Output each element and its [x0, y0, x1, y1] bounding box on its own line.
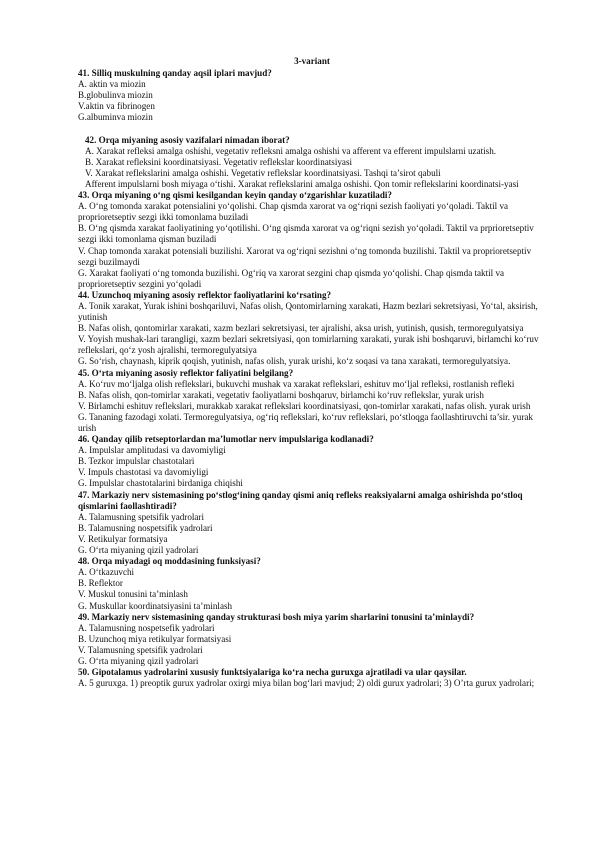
question-text: 50. Gipotalamus yadrolarini xususiy funktsiyalariga ko‘ra necha guruxga ajratiladi va ular qaysilar.	[78, 667, 467, 678]
answer-option: B. Xarakat refleksini koordinatsiyasi. Vegetativ reflekslar koordinatsiyasi	[85, 156, 353, 167]
answer-option: B. Talamusning nospetsifik yadrolari	[78, 522, 213, 533]
answer-option: A. 5 guruxga. 1) preoptik gurux yadrolar oxirgi miya bilan bog‘lari mavjud; 2) oldi gurux yadrolari; 3) O’rta gurux yadrolari;	[78, 678, 535, 689]
question-text: 43. Orqa miyaning o‘ng qismi kesilgandan keyin qanday o‘zgarishlar kuzatiladi?	[78, 190, 392, 201]
answer-option: B.globulinva miozin	[78, 90, 153, 101]
answer-option: V. Birlamchi eshituv reflekslari, murakkab xarakat reflekslari koordinatsiyasi, qon-tomirlar xarakati, nafas olish. yurak urish	[78, 400, 531, 411]
answer-option: B. O‘ng qismda xarakat faoliyatining yo‘qotilishi. O‘ng qismda xarorat va og‘riqni sezish yo‘qoladi. Taktil va prprioretseptiv sezgi ikki tomonlama qisman buziladi	[78, 223, 534, 245]
answer-option: G. Impulslar chastotalarini birdaniga chiqishi	[78, 478, 243, 489]
answer-option: V.aktin va fibrinogen	[78, 101, 155, 112]
answer-option: V. Chap tomonda xarakat potensiali buzilishi. Xarorat va og‘riqni sezishni o‘ng tomonda buzilishi. Taktil va proprioretseptiv sezgi buzilmaydi	[78, 245, 532, 267]
question-45	[78, 368, 546, 435]
answer-option: G. So‘rish, chaynash, kiprik qoqish, yutinish, nafas olish, yurak urishi, ko‘z soqasi va tana xarakati, termoregulyatsiya.	[78, 356, 511, 367]
question-text: 45. O‘rta miyaning asosiy reflektor faliyatini belgilang?	[78, 367, 294, 378]
question-41	[78, 68, 546, 123]
question-49	[78, 612, 546, 667]
answer-option: A. Xarakat refleksi amalga oshishi, vegetativ refleksni amalga oshishi va afferent va efferent impulslarni uzatish.	[85, 145, 497, 156]
answer-option: G. Muskullar koordinatsiyasini ta’minlash	[78, 600, 233, 611]
answer-option: V. Impuls chastotasi va davomiyligi	[78, 467, 209, 478]
question-42	[78, 135, 546, 190]
answer-option: A. O‘ng tomonda xarakat potensialini yo‘qolishi. Chap qismda xarorat va og‘riqni sezish faoliyati yo‘qoladi. Taktil va proprioretseptiv sezgi ikki tomonlama buziladi	[78, 201, 509, 223]
question-text: 47. Markaziy nerv sistemasining po‘stlog‘ining qanday qismi aniq refleks reaksiyalarni amalga oshirishda po‘stloq qismlarini faollashtiradi?	[78, 489, 523, 511]
answer-option: B. Uzunchoq miya retikulyar formatsiyasi	[78, 633, 232, 644]
answer-option: V. Talamusning spetsifik yadrolari	[78, 644, 203, 655]
variant-title: 3-variant	[294, 56, 330, 66]
answer-option: A. O‘tkazuvchi	[78, 567, 135, 578]
answer-option: B. Reflektor	[78, 578, 123, 589]
question-text: 44. Uzunchoq miyaning asosiy reflektor faoliyatlarini ko‘rsating?	[78, 289, 332, 300]
answer-option: A. Talamusning nospetsefik yadrolari	[78, 622, 215, 633]
question-44	[78, 290, 546, 368]
answer-option: G. O‘rta miyaning qizil yadrolari	[78, 655, 199, 666]
answer-option: G.albuminva miozin	[78, 112, 153, 123]
answer-option: B. Nafas olish, qontomirlar xarakati, xazm bezlari sekretsiyasi, ter ajralishi, aksa urish, yutinish, qusish, termoregulyatsiya	[78, 323, 524, 334]
answer-option: A. aktin va miozin	[78, 79, 146, 90]
answer-option: V. Retikulyar formatsiya	[78, 533, 168, 544]
answer-option: G. O‘rta miyaning qizil yadrolari	[78, 545, 199, 556]
question-text: 42. Orqa miyaning asosiy vazifalari nimadan iborat?	[85, 134, 290, 145]
question-43	[78, 190, 546, 290]
question-text: 41. Silliq muskulning qanday aqsil iplari mavjud?	[78, 68, 272, 79]
answer-option: A. Tonik xarakat, Yurak ishini boshqariluvi, Nafas olish, Qontomirlarning xarakati, Hazm bezlari sekretsiyasi, Yo‘tal, aksirish, yutinish	[78, 300, 538, 323]
answer-option: A. Impulslar amplitudasi va davomiyligi	[78, 445, 226, 456]
question-50	[78, 667, 546, 689]
answer-option: V. Xarakat reflekslarini amalga oshishi. Vegetativ reflekslar koordinatsiyasi. Tashqi ta’sirot qabuli	[85, 167, 441, 178]
answer-option: V. Muskul tonusini ta’minlash	[78, 589, 188, 600]
question-text: 49. Markaziy nerv sistemasining qanday strukturasi bosh miya yarim sharlarini tonusini ta’minlaydi?	[78, 611, 475, 622]
answer-option: A. Talamusning spetsifik yadrolari	[78, 511, 204, 522]
answer-option: B. Tezkor impulslar chastotalari	[78, 456, 195, 467]
question-48	[78, 556, 546, 611]
answer-option: Afferent impulslarni bosh miyaga o‘tishi. Xarakat reflekslarini amalga oshishi. Qon tomir reflekslarini koordinatsi-yasi	[85, 178, 519, 189]
answer-option: G. Xarakat faoliyati o‘ng tomonda buzilishi. Og‘riq va xarorat sezgini chap qismda yo‘qolishi. Chap qismda taktil va proprioretseptiv sezgini yo‘qoladi	[78, 267, 505, 289]
question-47	[78, 490, 546, 557]
answer-option: A. Ko‘ruv mo‘ljalga olish reflekslari, bukuvchi mushak va xarakat reflekslari, eshituv mo‘ljal refleksi, rostlanish refleki	[78, 378, 515, 389]
question-text: 48. Orqa miyadagi oq moddasining funksiyasi?	[78, 556, 261, 567]
answer-option: B. Nafas olish, qon-tomirlar xarakati, vegetativ faoliyatlarni boshqaruv, birlamchi ko‘ruv reflekslar, yurak urish	[78, 389, 484, 400]
question-text: 46. Qanday qilib retseptorlardan ma’lumotlar nerv impulslariga kodlanadi?	[78, 434, 374, 445]
answer-option: V. Yoyish mushak-lari tarangligi, xazm bezlari sekretsiyasi, qon tomirlarning xarakati, yurak ishi boshqaruvi, birlamchi ko‘ruv reflekslari, qo‘z yosh ajralishi, termoregulyatsiya	[78, 334, 539, 356]
answer-option: G. Tananing fazodagi xolati. Termoregulyatsiya, og‘riq reflekslari, ko‘ruv reflekslari, po‘stloqga faollashtiruvchi ta’sir. yurak urish	[78, 411, 533, 433]
question-46	[78, 434, 546, 489]
